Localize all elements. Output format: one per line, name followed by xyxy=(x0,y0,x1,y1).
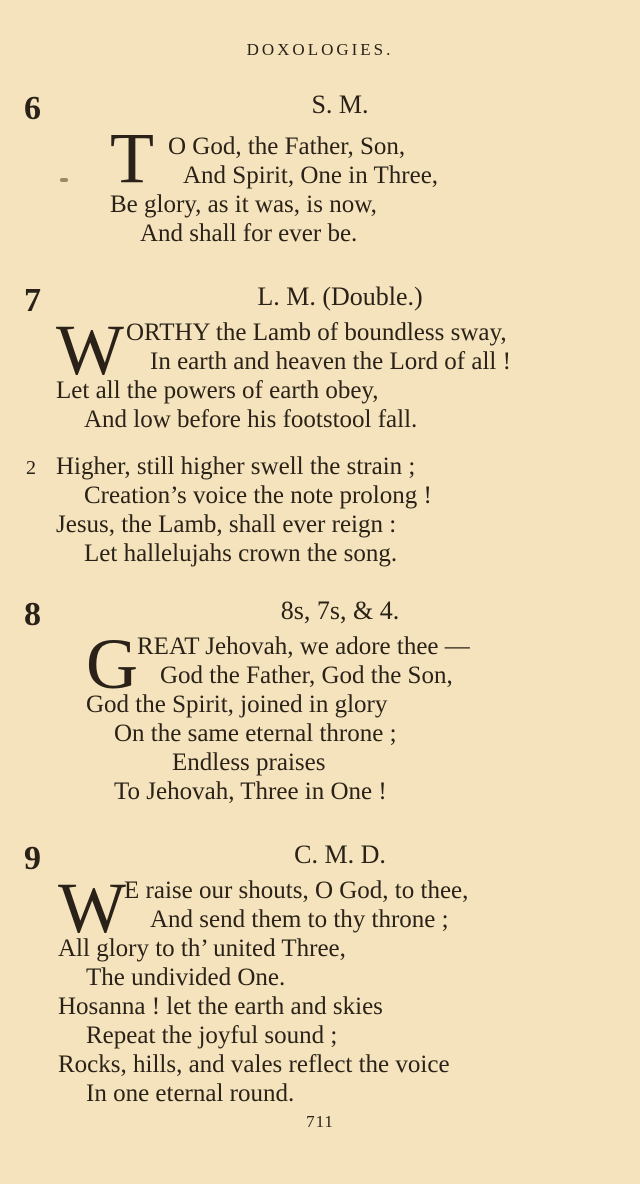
page-number: 711 xyxy=(306,1112,334,1131)
hymn-number: 9 xyxy=(24,840,41,877)
stanza-number: 2 xyxy=(26,457,36,479)
verse-line: And shall for ever be. xyxy=(140,220,358,247)
hymn-number: 8 xyxy=(24,596,41,633)
verse-line: Be glory, as it was, is now, xyxy=(110,191,377,218)
verse-line: Creation’s voice the note prolong ! xyxy=(84,482,432,509)
verse-line: Let hallelujahs crown the song. xyxy=(84,540,398,567)
print-speck xyxy=(60,178,68,182)
verse-line: O God, the Father, Son, xyxy=(168,133,406,160)
verse-line: All glory to th’ united Three, xyxy=(58,935,346,962)
verse-line: Higher, still higher swell the strain ; xyxy=(56,453,416,480)
verse-line: Repeat the joyful sound ; xyxy=(86,1022,338,1049)
verse-line: In one eternal round. xyxy=(86,1080,295,1107)
meter-label: S. M. xyxy=(311,90,369,119)
drop-cap-letter: G xyxy=(86,624,138,704)
verse-line: ORTHY the Lamb of boundless sway, xyxy=(126,319,507,346)
verse-line: And Spirit, One in Three, xyxy=(183,162,439,189)
hymn-number: 7 xyxy=(24,282,41,319)
verse-line: God the Father, God the Son, xyxy=(160,662,453,689)
drop-cap-letter: W xyxy=(56,310,124,390)
verse-line: The undivided One. xyxy=(86,964,286,991)
running-head: DOXOLOGIES. xyxy=(246,40,394,59)
verse-line: E raise our shouts, O God, to thee, xyxy=(124,877,469,904)
meter-label: C. M. D. xyxy=(294,840,386,869)
verse-line: Endless praises xyxy=(172,749,326,776)
verse-line: To Jehovah, Three in One ! xyxy=(114,778,387,805)
verse-line: Let all the powers of earth obey, xyxy=(56,377,379,404)
verse-line: And send them to thy throne ; xyxy=(150,906,449,933)
verse-line: In earth and heaven the Lord of all ! xyxy=(150,348,511,375)
drop-cap-letter: T xyxy=(110,118,154,198)
meter-label: 8s, 7s, & 4. xyxy=(280,596,400,625)
verse-line: On the same eternal throne ; xyxy=(114,720,397,747)
hymn-number: 6 xyxy=(24,90,41,127)
verse-line: Hosanna ! let the earth and skies xyxy=(58,993,383,1020)
verse-line: Jesus, the Lamb, shall ever reign : xyxy=(56,511,397,538)
verse-line: REAT Jehovah, we adore thee — xyxy=(137,633,470,660)
drop-cap-letter: W xyxy=(58,868,126,948)
meter-label: L. M. (Double.) xyxy=(257,282,423,311)
verse-line: And low before his footstool fall. xyxy=(84,406,418,433)
verse-line: Rocks, hills, and vales reflect the voice xyxy=(58,1051,450,1078)
verse-line: God the Spirit, joined in glory xyxy=(86,691,388,718)
